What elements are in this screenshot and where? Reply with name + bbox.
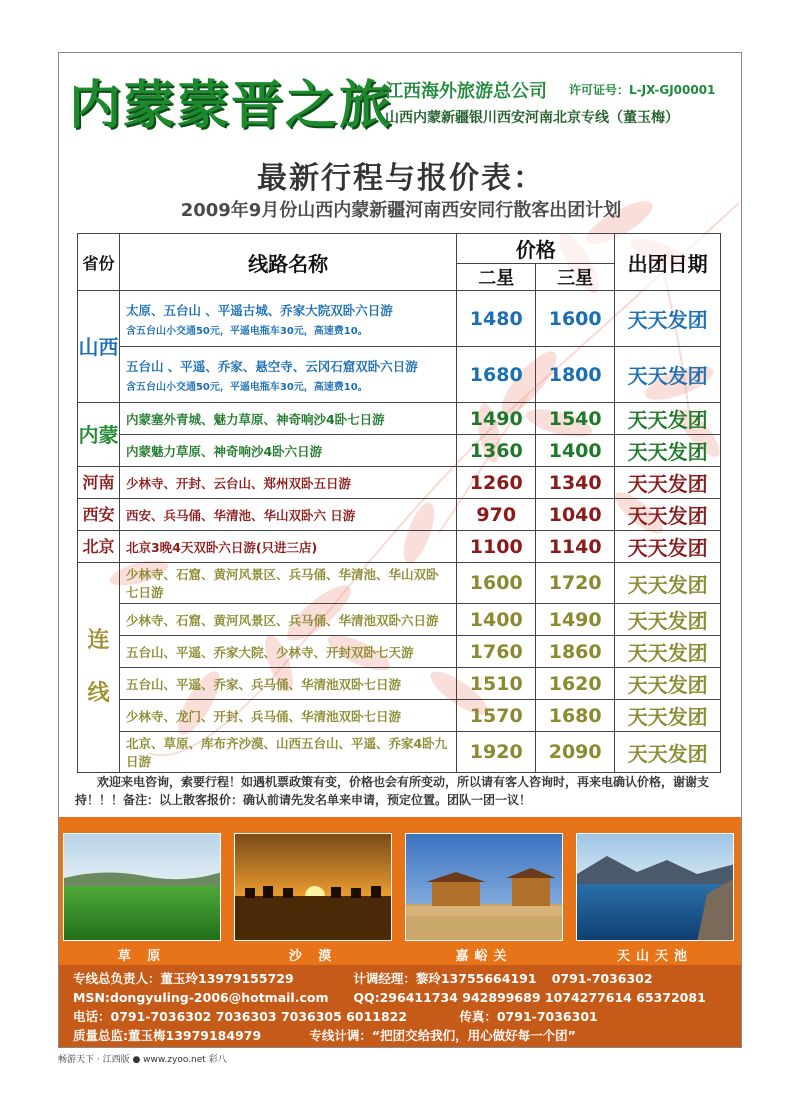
route-name: 太原、五台山 、平遥古城、乔家大院双卧六日游	[125, 302, 393, 318]
route-name: 五台山、平遥、乔家大院、少林寺、开封双卧七天游	[119, 636, 456, 668]
departure-date: 天天发团	[615, 563, 721, 604]
table-row	[78, 604, 721, 636]
province-cell: 河南	[78, 467, 120, 499]
price-two-star: 1600	[457, 563, 536, 604]
price-three-star: 1860	[536, 636, 615, 668]
route-note: 含五台山小交通50元，平遥电瓶车30元，高速费10。	[125, 325, 368, 337]
sub-heading: 最新行程与报价表：	[257, 161, 545, 196]
contact-manager: 专线总负责人：董玉玲13979155729	[73, 971, 294, 986]
table-row	[78, 563, 721, 604]
route-name: 少林寺、石窟、黄河风景区、兵马俑、华清池、华山双卧七日游	[119, 563, 456, 604]
plan-title: 2009年9月份山西内蒙新疆河南西安同行散客出团计划	[180, 200, 622, 221]
brochure-page	[58, 52, 742, 1048]
price-two-star: 970	[457, 499, 536, 531]
header-price: 价格	[457, 234, 615, 264]
price-three-star: 1720	[536, 563, 615, 604]
departure-date: 天天发团	[615, 499, 721, 531]
license-number: 许可证号：L-JX-GJ00001	[569, 83, 716, 97]
route-name: 北京、草原、库布齐沙漠、山西五台山、平遥、乔家4卧九日游	[119, 732, 456, 773]
table-row	[78, 668, 721, 700]
header-three-star: 三星	[536, 264, 615, 291]
price-two-star: 1490	[457, 403, 536, 435]
price-three-star: 1600	[536, 291, 615, 347]
price-two-star: 1510	[457, 668, 536, 700]
price-two-star: 1570	[457, 700, 536, 732]
tianchi-photo	[576, 833, 734, 941]
contact-fax: 传真：0791-7036301	[459, 1009, 598, 1024]
route-name: 内蒙魅力草原、神奇响沙4卧六日游	[119, 435, 456, 467]
price-three-star: 1140	[536, 531, 615, 563]
table-row	[78, 347, 721, 403]
header-two-star: 二星	[457, 264, 536, 291]
desert-photo	[234, 833, 392, 941]
route-name: 五台山 、平遥、乔家、悬空寺、云冈石窟双卧六日游	[125, 358, 418, 374]
header-province: 省份	[78, 234, 120, 291]
route-name: 少林寺、龙门、开封、兵马俑、华清池双卧七日游	[119, 700, 456, 732]
price-two-star: 1400	[457, 604, 536, 636]
route-cell	[119, 347, 456, 403]
price-three-star: 1800	[536, 347, 615, 403]
route-name: 北京3晚4天双卧六日游(只进三店)	[119, 531, 456, 563]
header-date: 出团日期	[615, 234, 721, 291]
header-route: 线路名称	[119, 234, 456, 291]
route-cell	[119, 291, 456, 347]
departure-date: 天天发团	[615, 732, 721, 773]
province-cell: 山西	[78, 291, 120, 403]
province-cell: 西安	[78, 499, 120, 531]
contact-block	[59, 965, 742, 1048]
departure-date: 天天发团	[615, 531, 721, 563]
price-three-star: 1040	[536, 499, 615, 531]
footer-text: 畅游天下 · 江西版 ● www.zyoo.net 彩八	[58, 1055, 227, 1065]
contact-quality: 质量总监:董玉梅13979184979	[73, 1028, 262, 1043]
contact-slogan: 专线计调：“把团交给我们，用心做好每一个团”	[309, 1028, 576, 1043]
price-two-star: 1680	[457, 347, 536, 403]
route-name: 内蒙塞外青城、魅力草原、神奇响沙4卧七日游	[119, 403, 456, 435]
table-row	[78, 467, 721, 499]
departure-date: 天天发团	[615, 291, 721, 347]
departure-date: 天天发团	[615, 604, 721, 636]
contact-phone: 0791-7036302	[551, 971, 653, 986]
province-cell: 内蒙	[78, 403, 120, 467]
price-three-star: 1680	[536, 700, 615, 732]
departure-date: 天天发团	[615, 636, 721, 668]
table-row	[78, 435, 721, 467]
price-two-star: 1260	[457, 467, 536, 499]
departure-date: 天天发团	[615, 668, 721, 700]
table-row	[78, 732, 721, 773]
jiayuguan-photo	[405, 833, 563, 941]
contact-planner: 计调经理：黎玲13755664191	[353, 971, 537, 986]
price-two-star: 1760	[457, 636, 536, 668]
departure-date: 天天发团	[615, 435, 721, 467]
route-name: 五台山、平遥、乔家、兵马俑、华清池双卧七日游	[119, 668, 456, 700]
route-note: 含五台山小交通50元，平遥电瓶车30元，高速费10。	[125, 381, 368, 393]
routes-line: 山西内蒙新疆银川西安河南北京专线（董玉梅）	[385, 110, 679, 126]
price-three-star: 1490	[536, 604, 615, 636]
price-three-star: 1540	[536, 403, 615, 435]
price-three-star: 1340	[536, 467, 615, 499]
price-two-star: 1360	[457, 435, 536, 467]
table-row	[78, 636, 721, 668]
photo-label: 嘉峪关	[455, 949, 513, 964]
table-row	[78, 291, 721, 347]
price-two-star: 1480	[457, 291, 536, 347]
contact-qq: QQ:296411734 942899689 1074277614 65372081	[353, 990, 706, 1005]
province-cell: 连线	[78, 563, 120, 773]
table-row	[78, 403, 721, 435]
route-name: 西安、兵马俑、华清池、华山双卧六 日游	[119, 499, 456, 531]
departure-date: 天天发团	[615, 403, 721, 435]
departure-date: 天天发团	[615, 467, 721, 499]
table-row	[78, 531, 721, 563]
route-name: 少林寺、石窟、黄河风景区、兵马俑、华清池双卧六日游	[119, 604, 456, 636]
price-two-star: 1100	[457, 531, 536, 563]
price-two-star: 1920	[457, 732, 536, 773]
price-three-star: 1400	[536, 435, 615, 467]
route-name: 少林寺、开封、云台山、郑州双卧五日游	[119, 467, 456, 499]
notice-text: 欢迎来电咨询，索要行程！如遇机票政策有变，价格也会有所变动，所以请有客人咨询时，再来电确认价格，谢谢支持！！！备注：以上散客报价：确认前请先发名单来申请，预定位置。团队一团一议！	[75, 775, 710, 807]
main-title: 内蒙蒙晋之旅	[69, 76, 394, 136]
province-cell: 北京	[78, 531, 120, 563]
departure-date: 天天发团	[615, 347, 721, 403]
departure-date: 天天发团	[615, 700, 721, 732]
table-row	[78, 700, 721, 732]
table-row	[78, 499, 721, 531]
itinerary-table	[77, 233, 721, 773]
photo-label: 沙 漠	[288, 949, 338, 964]
photo-label: 天山天池	[616, 949, 693, 964]
price-three-star: 2090	[536, 732, 615, 773]
contact-tel: 电话：0791-7036302 7036303 7036305 6011822	[73, 1009, 408, 1024]
contact-msn: MSN:dongyuling-2006@hotmail.com	[73, 990, 329, 1005]
price-three-star: 1620	[536, 668, 615, 700]
company-name: 江西海外旅游总公司	[385, 81, 547, 102]
photo-label: 草 原	[117, 949, 167, 964]
grassland-photo	[63, 833, 221, 941]
